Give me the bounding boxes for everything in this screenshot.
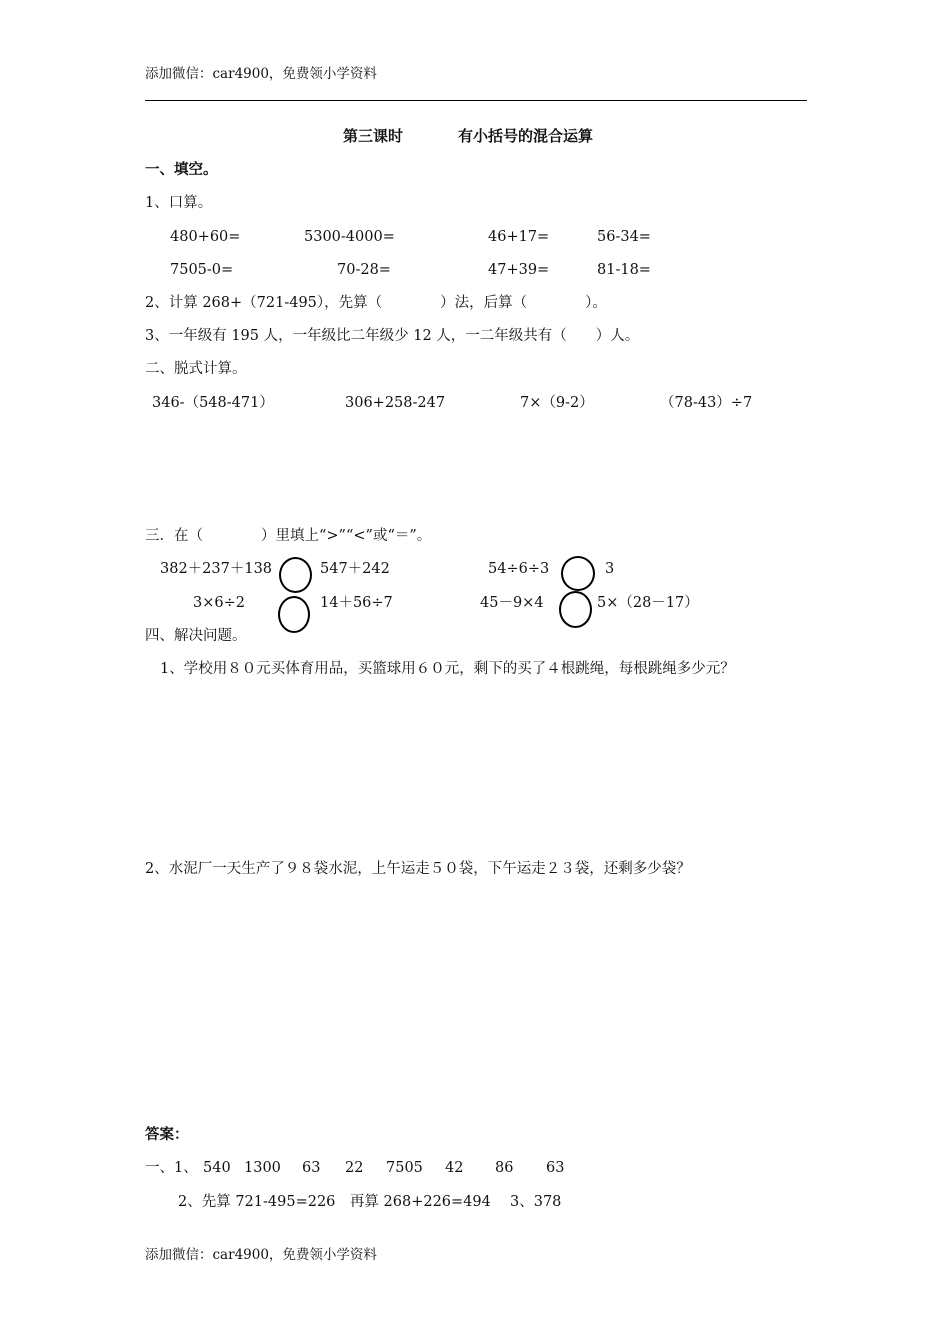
compare-circle[interactable] [278, 596, 310, 633]
section1-heading: 一、填空。 [145, 161, 218, 178]
compare-left: 3×6÷2 [193, 595, 245, 611]
compare-right: 3 [605, 561, 615, 577]
calc-item: 306+258-247 [345, 395, 446, 411]
q1-label: 1、口算。 [145, 195, 213, 211]
mental-math-item: 56-34= [597, 229, 651, 245]
page-header: 添加微信：car4900，免费领小学资料 [145, 66, 377, 82]
answer-line2-q3: 3、378 [510, 1194, 562, 1210]
answers-heading: 答案： [145, 1126, 189, 1143]
mental-math-item: 47+39= [488, 262, 550, 278]
answer-value: 1300 [244, 1160, 281, 1176]
q2-text: 2、计算 268+（721-495），先算（ ）法，后算（ ）。 [145, 295, 607, 311]
calc-item: （78-43）÷7 [660, 395, 753, 411]
compare-circle[interactable] [561, 556, 595, 591]
calc-item: 7×（9-2） [520, 395, 594, 411]
section2-heading: 二、脱式计算。 [145, 361, 247, 377]
mental-math-item: 5300-4000= [304, 229, 395, 245]
mental-math-item: 70-28= [337, 262, 391, 278]
answer-line1-prefix: 一、1、 [145, 1160, 198, 1176]
answer-value: 63 [302, 1160, 321, 1176]
answer-value: 86 [495, 1160, 514, 1176]
mental-math-item: 480+60= [170, 229, 241, 245]
answer-value: 7505 [386, 1160, 423, 1176]
compare-left: 45－9×4 [480, 595, 544, 611]
compare-right: 5×（28－17） [597, 595, 699, 611]
calc-item: 346-（548-471） [152, 395, 274, 411]
mental-math-item: 46+17= [488, 229, 550, 245]
answer-value: 22 [345, 1160, 364, 1176]
word-problem-1: 1、学校用８０元买体育用品，买篮球用６０元，剩下的买了４根跳绳，每根跳绳多少元？ [160, 661, 735, 677]
mental-math-item: 7505-0= [170, 262, 234, 278]
page-footer: 添加微信：car4900，免费领小学资料 [145, 1247, 377, 1263]
answer-value: 42 [445, 1160, 464, 1176]
section4-heading: 四、解决问题。 [145, 628, 247, 644]
mental-math-item: 81-18= [597, 262, 651, 278]
answer-value: 63 [546, 1160, 565, 1176]
lesson-label: 第三课时 [343, 127, 404, 145]
page-title: 有小括号的混合运算 [458, 127, 594, 145]
q3-text: 3、一年级有 195 人，一年级比二年级少 12 人，一二年级共有（ ）人。 [145, 328, 640, 344]
header-divider [145, 100, 807, 101]
answer-value: 540 [203, 1160, 231, 1176]
section3-heading: 三．在（ ）里填上“>”“<”或“＝”。 [145, 528, 432, 544]
compare-circle[interactable] [279, 557, 312, 593]
word-problem-2: 2、水泥厂一天生产了９８袋水泥，上午运走５０袋，下午运走２３袋，还剩多少袋？ [145, 861, 691, 877]
compare-left: 382＋237＋138 [160, 561, 273, 577]
compare-right: 547＋242 [320, 561, 390, 577]
compare-left: 54÷6÷3 [488, 561, 550, 577]
compare-right: 14＋56÷7 [320, 595, 393, 611]
compare-circle[interactable] [559, 591, 592, 628]
answer-line2: 2、先算 721-495=226 再算 268+226=494 [178, 1194, 491, 1210]
